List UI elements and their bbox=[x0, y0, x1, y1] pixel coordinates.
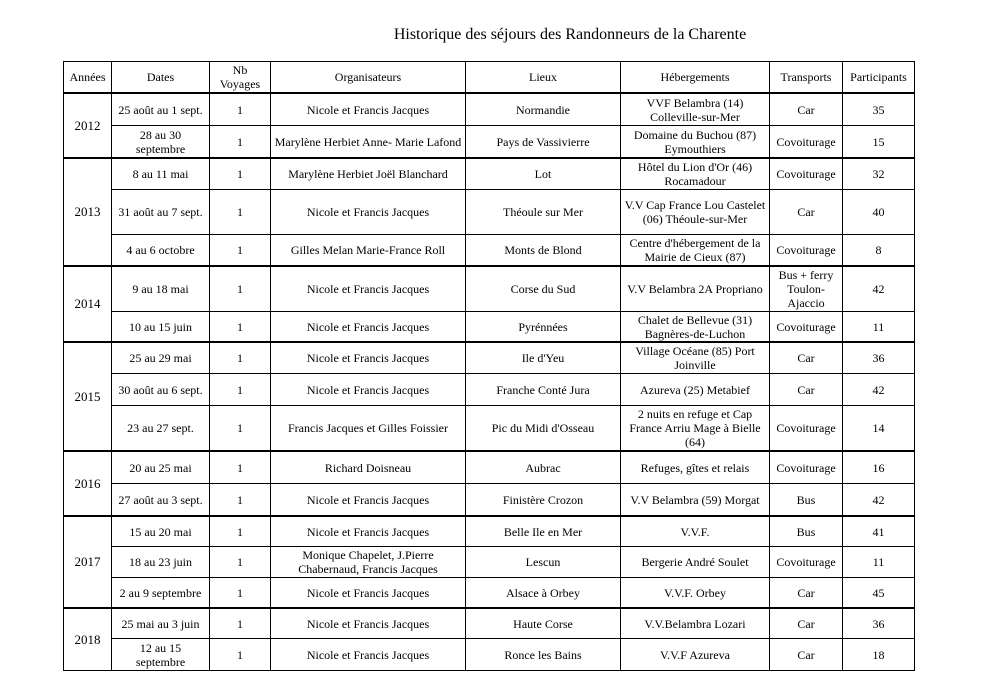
dates-cell: 8 au 11 mai bbox=[112, 158, 210, 190]
hebergements-cell: Chalet de Bellevue (31) Bagnères-de-Luchon bbox=[621, 312, 770, 343]
year-cell: 2012 bbox=[64, 93, 112, 158]
organisateurs-cell: Francis Jacques et Gilles Foissier bbox=[271, 406, 466, 452]
dates-cell: 28 au 30 septembre bbox=[112, 126, 210, 159]
dates-cell: 4 au 6 octobre bbox=[112, 235, 210, 267]
table-row bbox=[64, 190, 915, 235]
transports-cell: Car bbox=[770, 190, 843, 235]
transports-cell: Car bbox=[770, 639, 843, 671]
transports-cell: Covoiturage bbox=[770, 235, 843, 267]
table-row bbox=[64, 374, 915, 406]
dates-cell: 25 août au 1 sept. bbox=[112, 93, 210, 126]
lieux-cell: Lot bbox=[466, 158, 621, 190]
dates-cell: 27 août au 3 sept. bbox=[112, 484, 210, 517]
col-header-nb-voyages: Nb Voyages bbox=[210, 62, 271, 94]
table-row bbox=[64, 158, 915, 190]
dates-cell: 30 août au 6 sept. bbox=[112, 374, 210, 406]
nb-voyages-cell: 1 bbox=[210, 93, 271, 126]
participants-cell: 32 bbox=[843, 158, 915, 190]
table-row bbox=[64, 235, 915, 267]
col-header-organisateurs: Organisateurs bbox=[271, 62, 466, 94]
nb-voyages-cell: 1 bbox=[210, 312, 271, 343]
dates-cell: 2 au 9 septembre bbox=[112, 578, 210, 609]
participants-cell: 42 bbox=[843, 266, 915, 312]
table-row bbox=[64, 342, 915, 374]
lieux-cell: Franche Conté Jura bbox=[466, 374, 621, 406]
year-cell: 2013 bbox=[64, 158, 112, 266]
hebergements-cell: Hôtel du Lion d'Or (46) Rocamadour bbox=[621, 158, 770, 190]
transports-cell: Bus bbox=[770, 484, 843, 517]
table-row bbox=[64, 406, 915, 452]
participants-cell: 18 bbox=[843, 639, 915, 671]
col-header-transports: Transports bbox=[770, 62, 843, 94]
dates-cell: 31 août au 7 sept. bbox=[112, 190, 210, 235]
nb-voyages-cell: 1 bbox=[210, 266, 271, 312]
organisateurs-cell: Monique Chapelet, J.Pierre Chabernaud, Francis Jacques bbox=[271, 547, 466, 578]
transports-cell: Covoiturage bbox=[770, 547, 843, 578]
dates-cell: 18 au 23 juin bbox=[112, 547, 210, 578]
lieux-cell: Corse du Sud bbox=[466, 266, 621, 312]
nb-voyages-cell: 1 bbox=[210, 451, 271, 484]
table-row bbox=[64, 608, 915, 639]
organisateurs-cell: Nicole et Francis Jacques bbox=[271, 578, 466, 609]
lieux-cell: Pyrénnées bbox=[466, 312, 621, 343]
nb-voyages-cell: 1 bbox=[210, 235, 271, 267]
table-row bbox=[64, 639, 915, 671]
year-cell: 2018 bbox=[64, 608, 112, 671]
transports-cell: Covoiturage bbox=[770, 126, 843, 159]
participants-cell: 42 bbox=[843, 374, 915, 406]
participants-cell: 35 bbox=[843, 93, 915, 126]
lieux-cell: Finistère Crozon bbox=[466, 484, 621, 517]
lieux-cell: Pays de Vassivierre bbox=[466, 126, 621, 159]
table-row bbox=[64, 578, 915, 609]
transports-cell: Covoiturage bbox=[770, 312, 843, 343]
dates-cell: 10 au 15 juin bbox=[112, 312, 210, 343]
transports-cell: Car bbox=[770, 578, 843, 609]
col-header-participants: Participants bbox=[843, 62, 915, 94]
dates-cell: 20 au 25 mai bbox=[112, 451, 210, 484]
participants-cell: 11 bbox=[843, 547, 915, 578]
organisateurs-cell: Nicole et Francis Jacques bbox=[271, 312, 466, 343]
lieux-cell: Normandie bbox=[466, 93, 621, 126]
hebergements-cell: V.V Cap France Lou Castelet (06) Théoule-sur-Mer bbox=[621, 190, 770, 235]
lieux-cell: Ile d'Yeu bbox=[466, 342, 621, 374]
hebergements-cell: Domaine du Buchou (87) Eymouthiers bbox=[621, 126, 770, 159]
participants-cell: 15 bbox=[843, 126, 915, 159]
table-row bbox=[64, 484, 915, 517]
organisateurs-cell: Marylène Herbiet Anne- Marie Lafond bbox=[271, 126, 466, 159]
hebergements-cell: V.V Belambra (59) Morgat bbox=[621, 484, 770, 517]
transports-cell: Car bbox=[770, 608, 843, 639]
organisateurs-cell: Nicole et Francis Jacques bbox=[271, 639, 466, 671]
transports-cell: Car bbox=[770, 342, 843, 374]
hebergements-cell: Bergerie André Soulet bbox=[621, 547, 770, 578]
organisateurs-cell: Nicole et Francis Jacques bbox=[271, 374, 466, 406]
table-row bbox=[64, 266, 915, 312]
lieux-cell: Belle Ile en Mer bbox=[466, 516, 621, 547]
participants-cell: 40 bbox=[843, 190, 915, 235]
table-row bbox=[64, 547, 915, 578]
hebergements-cell: V.V.F Azureva bbox=[621, 639, 770, 671]
year-cell: 2017 bbox=[64, 516, 112, 608]
lieux-cell: Lescun bbox=[466, 547, 621, 578]
organisateurs-cell: Nicole et Francis Jacques bbox=[271, 266, 466, 312]
hebergements-cell: Village Océane (85) Port Joinville bbox=[621, 342, 770, 374]
year-cell: 2015 bbox=[64, 342, 112, 451]
transports-cell: Covoiturage bbox=[770, 158, 843, 190]
table-row bbox=[64, 516, 915, 547]
header-row bbox=[64, 62, 915, 94]
transports-cell: Covoiturage bbox=[770, 451, 843, 484]
table-row bbox=[64, 312, 915, 343]
transports-cell: Car bbox=[770, 374, 843, 406]
lieux-cell: Monts de Blond bbox=[466, 235, 621, 267]
organisateurs-cell: Richard Doisneau bbox=[271, 451, 466, 484]
participants-cell: 41 bbox=[843, 516, 915, 547]
nb-voyages-cell: 1 bbox=[210, 190, 271, 235]
organisateurs-cell: Nicole et Francis Jacques bbox=[271, 608, 466, 639]
nb-voyages-cell: 1 bbox=[210, 547, 271, 578]
organisateurs-cell: Nicole et Francis Jacques bbox=[271, 516, 466, 547]
nb-voyages-cell: 1 bbox=[210, 578, 271, 609]
lieux-cell: Ronce les Bains bbox=[466, 639, 621, 671]
col-header-dates: Dates bbox=[112, 62, 210, 94]
organisateurs-cell: Nicole et Francis Jacques bbox=[271, 93, 466, 126]
dates-cell: 15 au 20 mai bbox=[112, 516, 210, 547]
nb-voyages-cell: 1 bbox=[210, 342, 271, 374]
organisateurs-cell: Nicole et Francis Jacques bbox=[271, 342, 466, 374]
hebergements-cell: V.V.F. bbox=[621, 516, 770, 547]
organisateurs-cell: Gilles Melan Marie-France Roll bbox=[271, 235, 466, 267]
participants-cell: 36 bbox=[843, 342, 915, 374]
dates-cell: 9 au 18 mai bbox=[112, 266, 210, 312]
lieux-cell: Alsace à Orbey bbox=[466, 578, 621, 609]
table-row bbox=[64, 126, 915, 159]
nb-voyages-cell: 1 bbox=[210, 406, 271, 452]
transports-cell: Car bbox=[770, 93, 843, 126]
table-row bbox=[64, 93, 915, 126]
nb-voyages-cell: 1 bbox=[210, 639, 271, 671]
participants-cell: 14 bbox=[843, 406, 915, 452]
dates-cell: 25 au 29 mai bbox=[112, 342, 210, 374]
col-header-lieux: Lieux bbox=[466, 62, 621, 94]
sejours-table bbox=[63, 61, 915, 671]
hebergements-cell: V.V.F. Orbey bbox=[621, 578, 770, 609]
nb-voyages-cell: 1 bbox=[210, 126, 271, 159]
nb-voyages-cell: 1 bbox=[210, 484, 271, 517]
hebergements-cell: Centre d'hébergement de la Mairie de Cieux (87) bbox=[621, 235, 770, 267]
hebergements-cell: Refuges, gîtes et relais bbox=[621, 451, 770, 484]
transports-cell: Bus bbox=[770, 516, 843, 547]
hebergements-cell: V.V.Belambra Lozari bbox=[621, 608, 770, 639]
nb-voyages-cell: 1 bbox=[210, 158, 271, 190]
hebergements-cell: Azureva (25) Metabief bbox=[621, 374, 770, 406]
col-header-hebergements: Hébergements bbox=[621, 62, 770, 94]
hebergements-cell: 2 nuits en refuge et Cap France Arriu Mage à Bielle (64) bbox=[621, 406, 770, 452]
participants-cell: 36 bbox=[843, 608, 915, 639]
organisateurs-cell: Marylène Herbiet Joël Blanchard bbox=[271, 158, 466, 190]
lieux-cell: Théoule sur Mer bbox=[466, 190, 621, 235]
document-title: Historique des séjours des Randonneurs de la Charente bbox=[393, 26, 747, 43]
nb-voyages-cell: 1 bbox=[210, 516, 271, 547]
participants-cell: 42 bbox=[843, 484, 915, 517]
year-cell: 2014 bbox=[64, 266, 112, 342]
dates-cell: 12 au 15 septembre bbox=[112, 639, 210, 671]
organisateurs-cell: Nicole et Francis Jacques bbox=[271, 190, 466, 235]
lieux-cell: Haute Corse bbox=[466, 608, 621, 639]
nb-voyages-cell: 1 bbox=[210, 608, 271, 639]
table-row bbox=[64, 451, 915, 484]
organisateurs-cell: Nicole et Francis Jacques bbox=[271, 484, 466, 517]
participants-cell: 11 bbox=[843, 312, 915, 343]
col-header-annees: Années bbox=[64, 62, 112, 94]
dates-cell: 23 au 27 sept. bbox=[112, 406, 210, 452]
hebergements-cell: VVF Belambra (14) Colleville-sur-Mer bbox=[621, 93, 770, 126]
lieux-cell: Aubrac bbox=[466, 451, 621, 484]
nb-voyages-cell: 1 bbox=[210, 374, 271, 406]
lieux-cell: Pic du Midi d'Osseau bbox=[466, 406, 621, 452]
transports-cell: Bus + ferry Toulon-Ajaccio bbox=[770, 266, 843, 312]
hebergements-cell: V.V Belambra 2A Propriano bbox=[621, 266, 770, 312]
participants-cell: 8 bbox=[843, 235, 915, 267]
transports-cell: Covoiturage bbox=[770, 406, 843, 452]
dates-cell: 25 mai au 3 juin bbox=[112, 608, 210, 639]
year-cell: 2016 bbox=[64, 451, 112, 516]
participants-cell: 16 bbox=[843, 451, 915, 484]
participants-cell: 45 bbox=[843, 578, 915, 609]
